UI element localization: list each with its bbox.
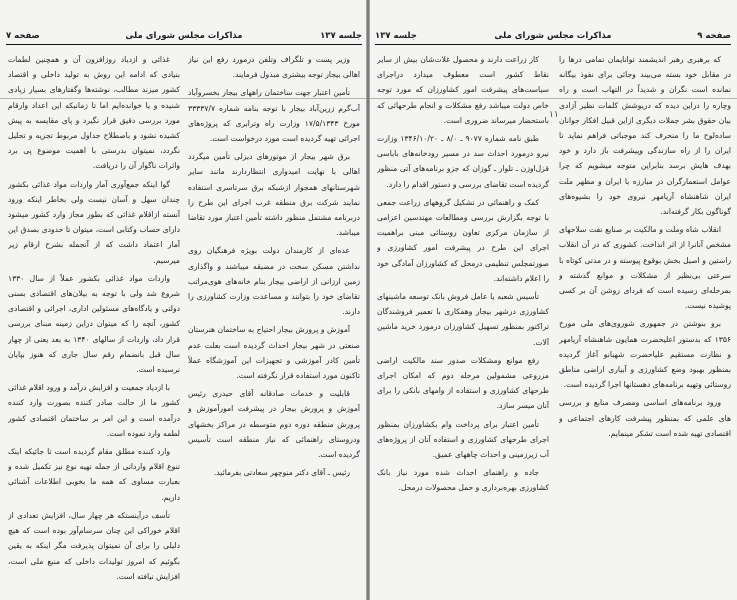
paragraph: تأمین اعتبار برای پرداخت وام بکشاورزان بمنظور اجرای طرحهای کشاورزی و استفاده آنان از پروژه‌های آب زیرزمینی و احداث چاههای عمیق. [377,419,549,460]
paragraph: تأسیس شعبه یا عامل فروش بانک توسعه ماشینهای کشاورزی درشهر بیجار وهمکاری با تعمیر فروشندگان تراکتور بمنظور تسهیل کشاورزان درمورد خرید ماشین آلات. [377,292,549,347]
paragraph: وزیر پست و تلگراف وتلفن درمورد رفع این نیاز اهالی بیجار توجه بیشتری مبذول فرمایند. [188,55,360,80]
page-header [375,30,731,45]
paragraph: کمک و راهنمائی در تشکیل گروههای زراعت جمعی با توجه بگزارش بررسی ومطالعات مهندسین اعزامی از سازمان مرکزی تعاون روستائی مبنی براهمیت اجرای این طرح در پیشرفت امور کشاورزی و صورتمجلس تنظیمی درمحل که کشاورزان آمادگی خود را اعلام داشته‌اند. [377,197,549,283]
paragraph: کار زراعت دارند و محصول غلات‌شان بیش از سایر نقاط کشور است معطوف میدارد دراجرای سیاست‌های پیشرفت امور کشاورزان که مورد توجه خاص دولت میباشد رفع مشکلات و انجام طرحهائی که باستحضار میرساند ضروری است. [377,55,549,125]
paragraph: ورود برنامه‌های اساسی ومصرف منابع و بررسی های علمی که بمنظور پیشرفت کارهای اجتماعی و اقتصادی تهیه شده است تشکر مینمایم. [559,398,731,438]
page-number: صفحه ۷ [6,31,40,41]
paragraph: رئیس ـ آقای دکتر منوچهر سعادتی بفرمائید. [213,468,350,478]
paragraph: واردات مواد غذائی بکشور عملاً از سال ۱۳۳۰ شروع شد ولی با توجه به بیلان‌های اقتصادی بسنی دولتی و یادگاه‌های مسئولین اداری، اجرائی و اقتصادی کشور، آنچه را که میتوان دراین زمینه مبنای بررسی قرار داد، واردات از سالهای ۱۳۴۰ به بعد یعنی از چهار سال قبل بانضمام رقم سال جاری که هنوز بپایان نرسیده است. [8,273,180,375]
page-header [6,30,362,45]
session-number: جلسه ۱۳۷ [375,31,417,41]
paragraph: با ازدیاد جمعیت و افزایش درآمد و ورود اقلام غذائی کشور ما از حالت صادر کننده بصورت وارد کننده درآمده است و این امر بر ساختمان اقتصادی کشور لطمه وارد نموده است. [8,383,180,438]
right-page [369,0,737,600]
left-page [0,0,368,600]
paragraph: برو بنوشتن در جمهوری شوروی‌های ملی مورخ ۱۳۵۶ که بدستور اعلیحضرت همایون شاهنشاه آریامهر و نظارت مستقیم علیاحضرت شهبانو آغاز گردیده بمنظور بهبود وضع کشاورزی و آبیاری اراضی مناطق روستائی وتهیه برنامه‌های دهستانها اجرا گردیده است. [559,319,731,390]
text-column-left [377,52,549,592]
paragraph: آموزش و پرورش بیجار احتیاج به ساختمان هنرستان صنعتی در شهر بیجار احداث گردیده است بعلت عدم تأمین کادر آموزشی و تجهیزات این آموزشگاه عملاً تاکنون مورد استفاده قرار نگرفته است. [188,325,360,381]
paragraph: غذائی و ازدیاد روزافزون آن و همچنین لطمات بنیادی که ادامه این روش به تولید داخلی و اقتصاد کشور میزند مطالب، نوشته‌ها وگفتارهای بسیار زیادی شنیده و یا خوانده‌ایم اما تا زمانیکه این اعداد وارقام مورد بررسی دقیق قرار نگیرد و پای مقایسه به پیش کشیده نشود و باصطلاح جداول مربوط تجزیه و تحلیل نگردد، نمیتوان بدرستی با اهمیت موضوع پی برد واثرات ناگوار آن را دریافت. [8,55,180,171]
paragraph: گوا اینکه جمع‌آوری آمار واردات مواد غذائی بکشور چندان سهل و آسان نیست ولی بخاطر اینکه ورود آنسته ازاقلام غذائی که بطور مجاز وارد کشور میشود دارای حساب وکتابی است، میتوان تا حدودی بصدق این آمار اعتماد داشت که از آنجمله بشرح ارقام زیر میرسیم. [8,179,180,265]
paragraph: وارد کننده مطلق مقام گردیده است تا جائیکه اینک تنوع اقلام وارداتی از جمله تهیه نوع نیز تکمیل شده و بعبارت مساوی که همه ما بخوبی اطلاعات آشنائی داریم. [8,447,180,502]
paragraph: برق شهر بیجار از موتورهای دیزلی تأمین میگردد اهالی با نهایت امیدواری انتظاردارند مانند سایر شهرستانهای همجوار ازشبکه برق سرتاسری استفاده نمایند شرکت برق منطقه غرب اجرای این طرح را دربرنامه مشتمل منظور داشته تأمین اعتبار مورد تقاضا میباشد. [188,152,360,238]
page-number: صفحه ۹ [697,31,731,41]
paragraph: تأسف درآینستکه هر چهار سال، افزایش تعدادی از اقلام خوراکی این چنان سرسام‌آور بوده است که هیچ دلیلی را برای آن نمیتوان پذیرفت مگر اینکه به یقین بگوئیم که امروز تولیدات داخلی که منبع ملی است، افزایش نیافته است. [8,510,180,581]
running-title: مذاکرات مجلس شورای ملی [125,31,243,41]
paragraph: جاده و راهنمای احداث شده مورد نیاز بانک کشاورزی بهره‌برداری و حمل محصولات درمحل. [377,468,549,493]
text-column-right [188,52,360,592]
text-column-left [8,52,180,592]
margin-note: ۱۱ [549,110,559,120]
scan-fold-line [0,98,737,99]
text-column-right [559,52,731,592]
paragraph: رفع موانع ومشکلات صدور سند مالکیت اراضی مزروعی مشمولین مرحله دوم که امکان اجرای طرحهای کشاورزی و استفاده از وامهای بانکی را برای آنان میسر سازد. [377,355,549,411]
paragraph: تأمین اعتبار جهت ساختمان راههای بیجار بخسروآباد آب‌گرم زرین‌آباد بیجار با توجه بنامه شماره ۳۳۳۳۷/۷ مورخ ۱۷/۵/۱۳۴۳ وزارت راه وترابری که پروژه‌های اجرائی تهیه گردیده است مورد درخواست است. [188,88,360,144]
session-number: جلسه ۱۳۷ [320,31,362,41]
paragraph: قابلیت و خدمات صادقانه آقای حیدری رئیس آموزش و پرورش بیجار در پیشرفت امورآموزش و پرورش منطقه دوره دوم متوسطه در مراکز بخشهای ودروستای راهنمائی که نیاز منطقه است تأسیس گردیده است. [188,389,360,460]
paragraph: انقلاب شاه وملت و مالکیت بر صنایع نفت سلاحهای مشخص آنانرا از اثر انداخت. کشوری که در آن انقلاب راستین و اصیل بخش بوقوع پیوسته و در مدتی کوتاه با سرعتی بی‌نظیر از مشکلات و موانع گذشته و بمرحله‌ای رسیده است که فردای روشن آن بر کسی پوشیده نیست. [559,225,731,311]
running-title: مذاکرات مجلس شورای ملی [494,31,612,41]
paragraph: عده‌ای از کارمندان دولت بویژه فرهنگیان روی نداشتن مسکن سخت در مضیقه میباشند و واگذاری زمین ارزانی از اراضی بیجار بنام خانه‌های هوی‌مراتب تقاضای خود را بتوانند و مساعدت وزارت کشاورزی را دارند. [188,246,360,317]
paragraph: که برهبری رهبر اندیشمند توانایمان تمامی درها را در مقابل خود بسته می‌بیند وجائی برای نفوذ بیگانه نمانده است نگران و شدیداً در التهاب است و راه وچاره را دراین دیده که دریوشش کلمات نظیر آزادی بیان حقوق بشر جملات دیگری ازاین قبیل افکار جوانان ساده‌لوح ما را منحرف کند موجباتی فراهم نماید تا ایران را از راه سازندگی وپیشرفت باز دارد و خود بهدف هایش برسد بنابراین متوجه میشویم که چرا عوامل استعمارگران در مبارزه با ایران و مظهر ملت ایران شاهنشاه آریامهر نیروی خود را بشیوه‌های گوناگون بکار گرفته‌اند. [559,55,731,217]
paragraph: طبق نامه شماره ۹۰۷۷ ـ ۸/۰ ـ ۱۳۴۶/۱۰/۲۰ وزارت نیرو درمورد احداث سد در مسیر رودخانه‌های باباسی قزل‌اوزن ـ تلوار ـ گوزان که جزو برنامه‌های آتی منظور گردیده است تقاضای بررسی و دستور اقدام را دارد. [377,134,549,189]
